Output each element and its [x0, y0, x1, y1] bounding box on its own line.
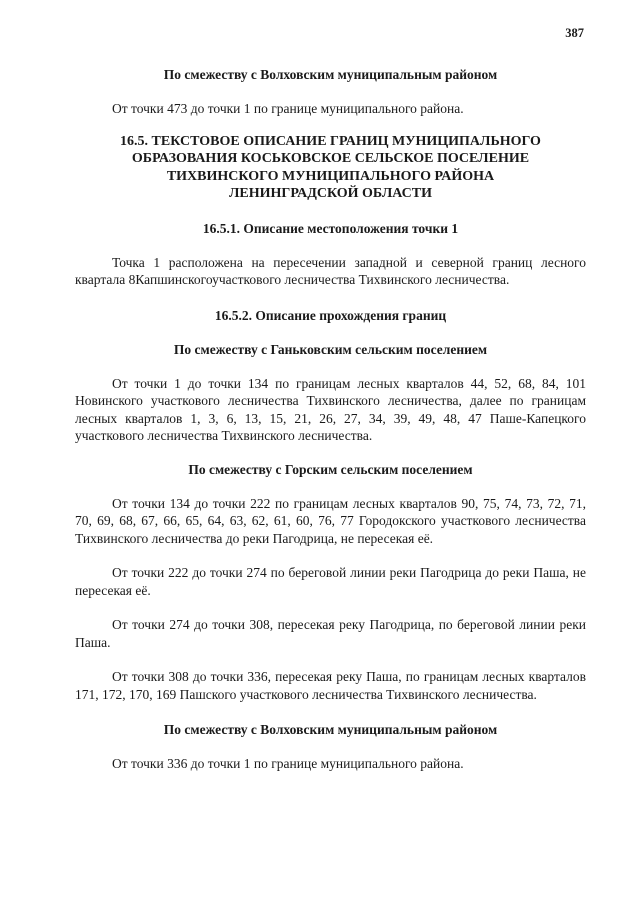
gorskoe-paragraph: От точки 274 до точки 308, пересекая реку Пагодрица, по береговой линии реки Паша.: [75, 617, 586, 650]
gorskoe-paragraph: От точки 308 до точки 336, пересекая реку Паша, по границам лесных кварталов 171, 172, 170, 169 Пашского участкового лесничества Тихвинского лесничества.: [75, 669, 586, 702]
section-title-line: 16.5. ТЕКСТОВОЕ ОПИСАНИЕ ГРАНИЦ МУНИЦИПАЛЬНОГО: [120, 133, 541, 149]
section-prev-heading: По смежеству с Волховским муниципальным районом: [163, 67, 498, 82]
gorskoe-paragraph: От точки 222 до точки 274 по береговой линии реки Пагодрица до реки Паша, не пересекая её.: [75, 565, 586, 598]
section-title-line: ЛЕНИНГРАДСКОЙ ОБЛАСТИ: [228, 186, 433, 201]
section-prev-paragraph: От точки 473 до точки 1 по границе муниципального района.: [112, 101, 464, 116]
gorskoe-heading: По смежеству с Горским сельским поселением: [188, 461, 473, 477]
section-title: [75, 133, 586, 203]
location-heading: 16.5.1. Описание местоположения точки 1: [202, 220, 459, 236]
section-title-line: ТИХВИНСКОГО МУНИЦИПАЛЬНОГО РАЙОНА: [166, 168, 495, 184]
location-paragraph: Точка 1 расположена на пересечении западной и северной границ лесного квартала 8Капшинскогоучасткового лесничества Тихвинского лесничества.: [75, 254, 586, 287]
gankovskoe-heading: По смежеству с Ганьковским сельским поселением: [173, 341, 488, 357]
gorskoe-paragraph: От точки 134 до точки 222 по границам лесных кварталов 90, 75, 74, 73, 72, 71, 70, 69, 68, 67, 66, 65, 64, 63, 62, 61, 60, 76, 77 Городокского участкового лесничества Тихвинского лесничества до реки Пагодрица, не пересекая её.: [75, 495, 586, 546]
volkhovsky-paragraph: От точки 336 до точки 1 по границе муниципального района.: [112, 756, 464, 771]
section-title-line: ОБРАЗОВАНИЯ КОСЬКОВСКОЕ СЕЛЬСКОЕ ПОСЕЛЕНИЕ: [131, 151, 530, 166]
volkhovsky-heading: По смежеству с Волховским муниципальным районом: [163, 722, 498, 737]
page-content: [75, 60, 586, 773]
boundaries-heading: 16.5.2. Описание прохождения границ: [214, 307, 447, 323]
page-number: 387: [565, 26, 584, 40]
gankovskoe-paragraph: От точки 1 до точки 134 по границам лесных кварталов 44, 52, 68, 84, 101 Новинского участкового лесничества Тихвинского лесничества, далее по границам лесных кварталов 1, 3, 6, 13, 15, 21, 26, 27, 34, 39, 49, 48, 47 Паше-Капецкого участкового лесничества Тихвинского лесничества.: [75, 375, 586, 443]
